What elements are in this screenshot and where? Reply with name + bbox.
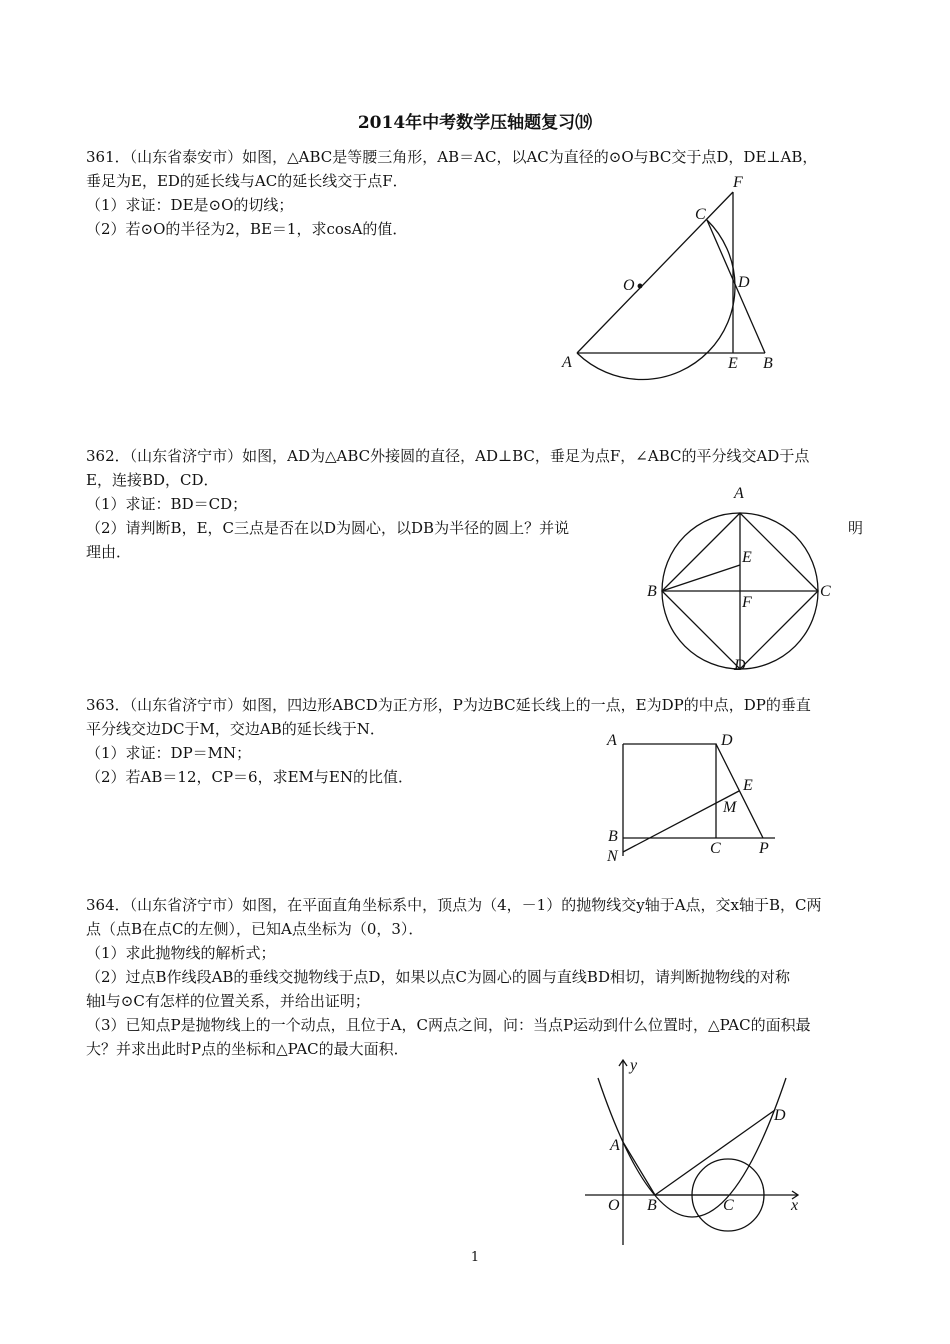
label-x: x bbox=[791, 1197, 799, 1214]
label-o: O bbox=[623, 277, 635, 294]
label-a: A bbox=[734, 485, 744, 502]
problem-line: （2）请判断B，E，C三点是否在以D为圆心，以DB为半径的圆上？并说 bbox=[86, 519, 570, 537]
label-d: D bbox=[738, 274, 750, 291]
problem-line: 361．（山东省泰安市）如图，△ABC是等腰三角形，AB＝AC，以AC为直径的⊙O与BC交于点D，DE⊥AB， bbox=[86, 148, 818, 166]
label-d: D bbox=[721, 732, 733, 749]
problem-line: 363．（山东省济宁市）如图，四边形ABCD为正方形，P为边BC延长线上的一点，E为DP的中点，DP的垂直 bbox=[86, 696, 811, 714]
label-n: N bbox=[607, 848, 618, 865]
label-b: B bbox=[647, 1197, 657, 1214]
label-e: E bbox=[728, 355, 738, 372]
label-c: C bbox=[723, 1197, 734, 1214]
problem-line: E，连接BD，CD． bbox=[86, 471, 219, 489]
page-title: 2014年中考数学压轴题复习⒆ bbox=[357, 113, 593, 133]
label-b: B bbox=[763, 355, 773, 372]
label-p: P bbox=[759, 840, 769, 857]
label-c: C bbox=[820, 583, 831, 600]
label-m: M bbox=[723, 799, 737, 816]
problem-line: 364．（山东省济宁市）如图，在平面直角坐标系中，顶点为（4，－1）的抛物线交y轴于A点，交x轴于B，C两 bbox=[86, 896, 822, 914]
figure-363 bbox=[595, 728, 785, 868]
label-a: A bbox=[562, 354, 572, 371]
label-d: D bbox=[774, 1107, 786, 1124]
problem-line: （1）求此抛物线的解析式； bbox=[86, 944, 276, 962]
problem-line: 362．（山东省济宁市）如图，AD为△ABC外接圆的直径，AD⊥BC，垂足为点F，∠ABC的平分线交AD于点 bbox=[86, 447, 810, 465]
label-b: B bbox=[647, 583, 657, 600]
problem-line: 大？并求出此时P点的坐标和△PAC的最大面积． bbox=[86, 1040, 409, 1058]
problem-line: （3）已知点P是抛物线上的一个动点，且位于A，C两点之间，问：当点P运动到什么位置时，△PAC的面积最 bbox=[86, 1016, 811, 1034]
problem-line: （2）若⊙O的半径为2，BE＝1，求cosA的值． bbox=[86, 220, 408, 238]
problem-line: （1）求证：DP＝MN； bbox=[86, 744, 252, 762]
problem-line: （1）求证：DE是⊙O的切线； bbox=[86, 196, 294, 214]
figure-361 bbox=[555, 170, 785, 385]
tail-word: 明 bbox=[848, 519, 864, 537]
label-b: B bbox=[608, 828, 618, 845]
problem-line: （2）若AB＝12，CP＝6，求EM与EN的比值． bbox=[86, 768, 413, 786]
problem-line: 点（点B在点C的左侧），已知A点坐标为（0，3）． bbox=[86, 920, 424, 938]
problem-line: 垂足为E，ED的延长线与AC的延长线交于点F． bbox=[86, 172, 408, 190]
label-e: E bbox=[742, 549, 752, 566]
page-number: 1 bbox=[470, 1250, 480, 1265]
label-f: F bbox=[733, 174, 743, 191]
problem-line: 理由． bbox=[86, 543, 132, 561]
figure-364 bbox=[580, 1050, 810, 1250]
label-f: F bbox=[742, 594, 752, 611]
label-a: A bbox=[607, 732, 617, 749]
label-d: D bbox=[734, 657, 746, 674]
label-c: C bbox=[695, 206, 706, 223]
label-e: E bbox=[743, 777, 753, 794]
problem-line: 平分线交边DC于M，交边AB的延长线于N． bbox=[86, 720, 385, 738]
figure-362 bbox=[640, 480, 840, 680]
label-a: A bbox=[610, 1137, 620, 1154]
label-y: y bbox=[630, 1057, 638, 1074]
problem-line: （1）求证：BD＝CD； bbox=[86, 495, 248, 513]
problem-364 bbox=[86, 893, 864, 1061]
label-c: C bbox=[710, 840, 721, 857]
problem-line: （2）过点B作线段AB的垂线交抛物线于点D，如果以点C为圆心的圆与直线BD相切，请判断抛物线的对称 bbox=[86, 968, 790, 986]
label-o: O bbox=[608, 1197, 620, 1214]
problem-line: 轴l与⊙C有怎样的位置关系，并给出证明； bbox=[86, 992, 370, 1010]
